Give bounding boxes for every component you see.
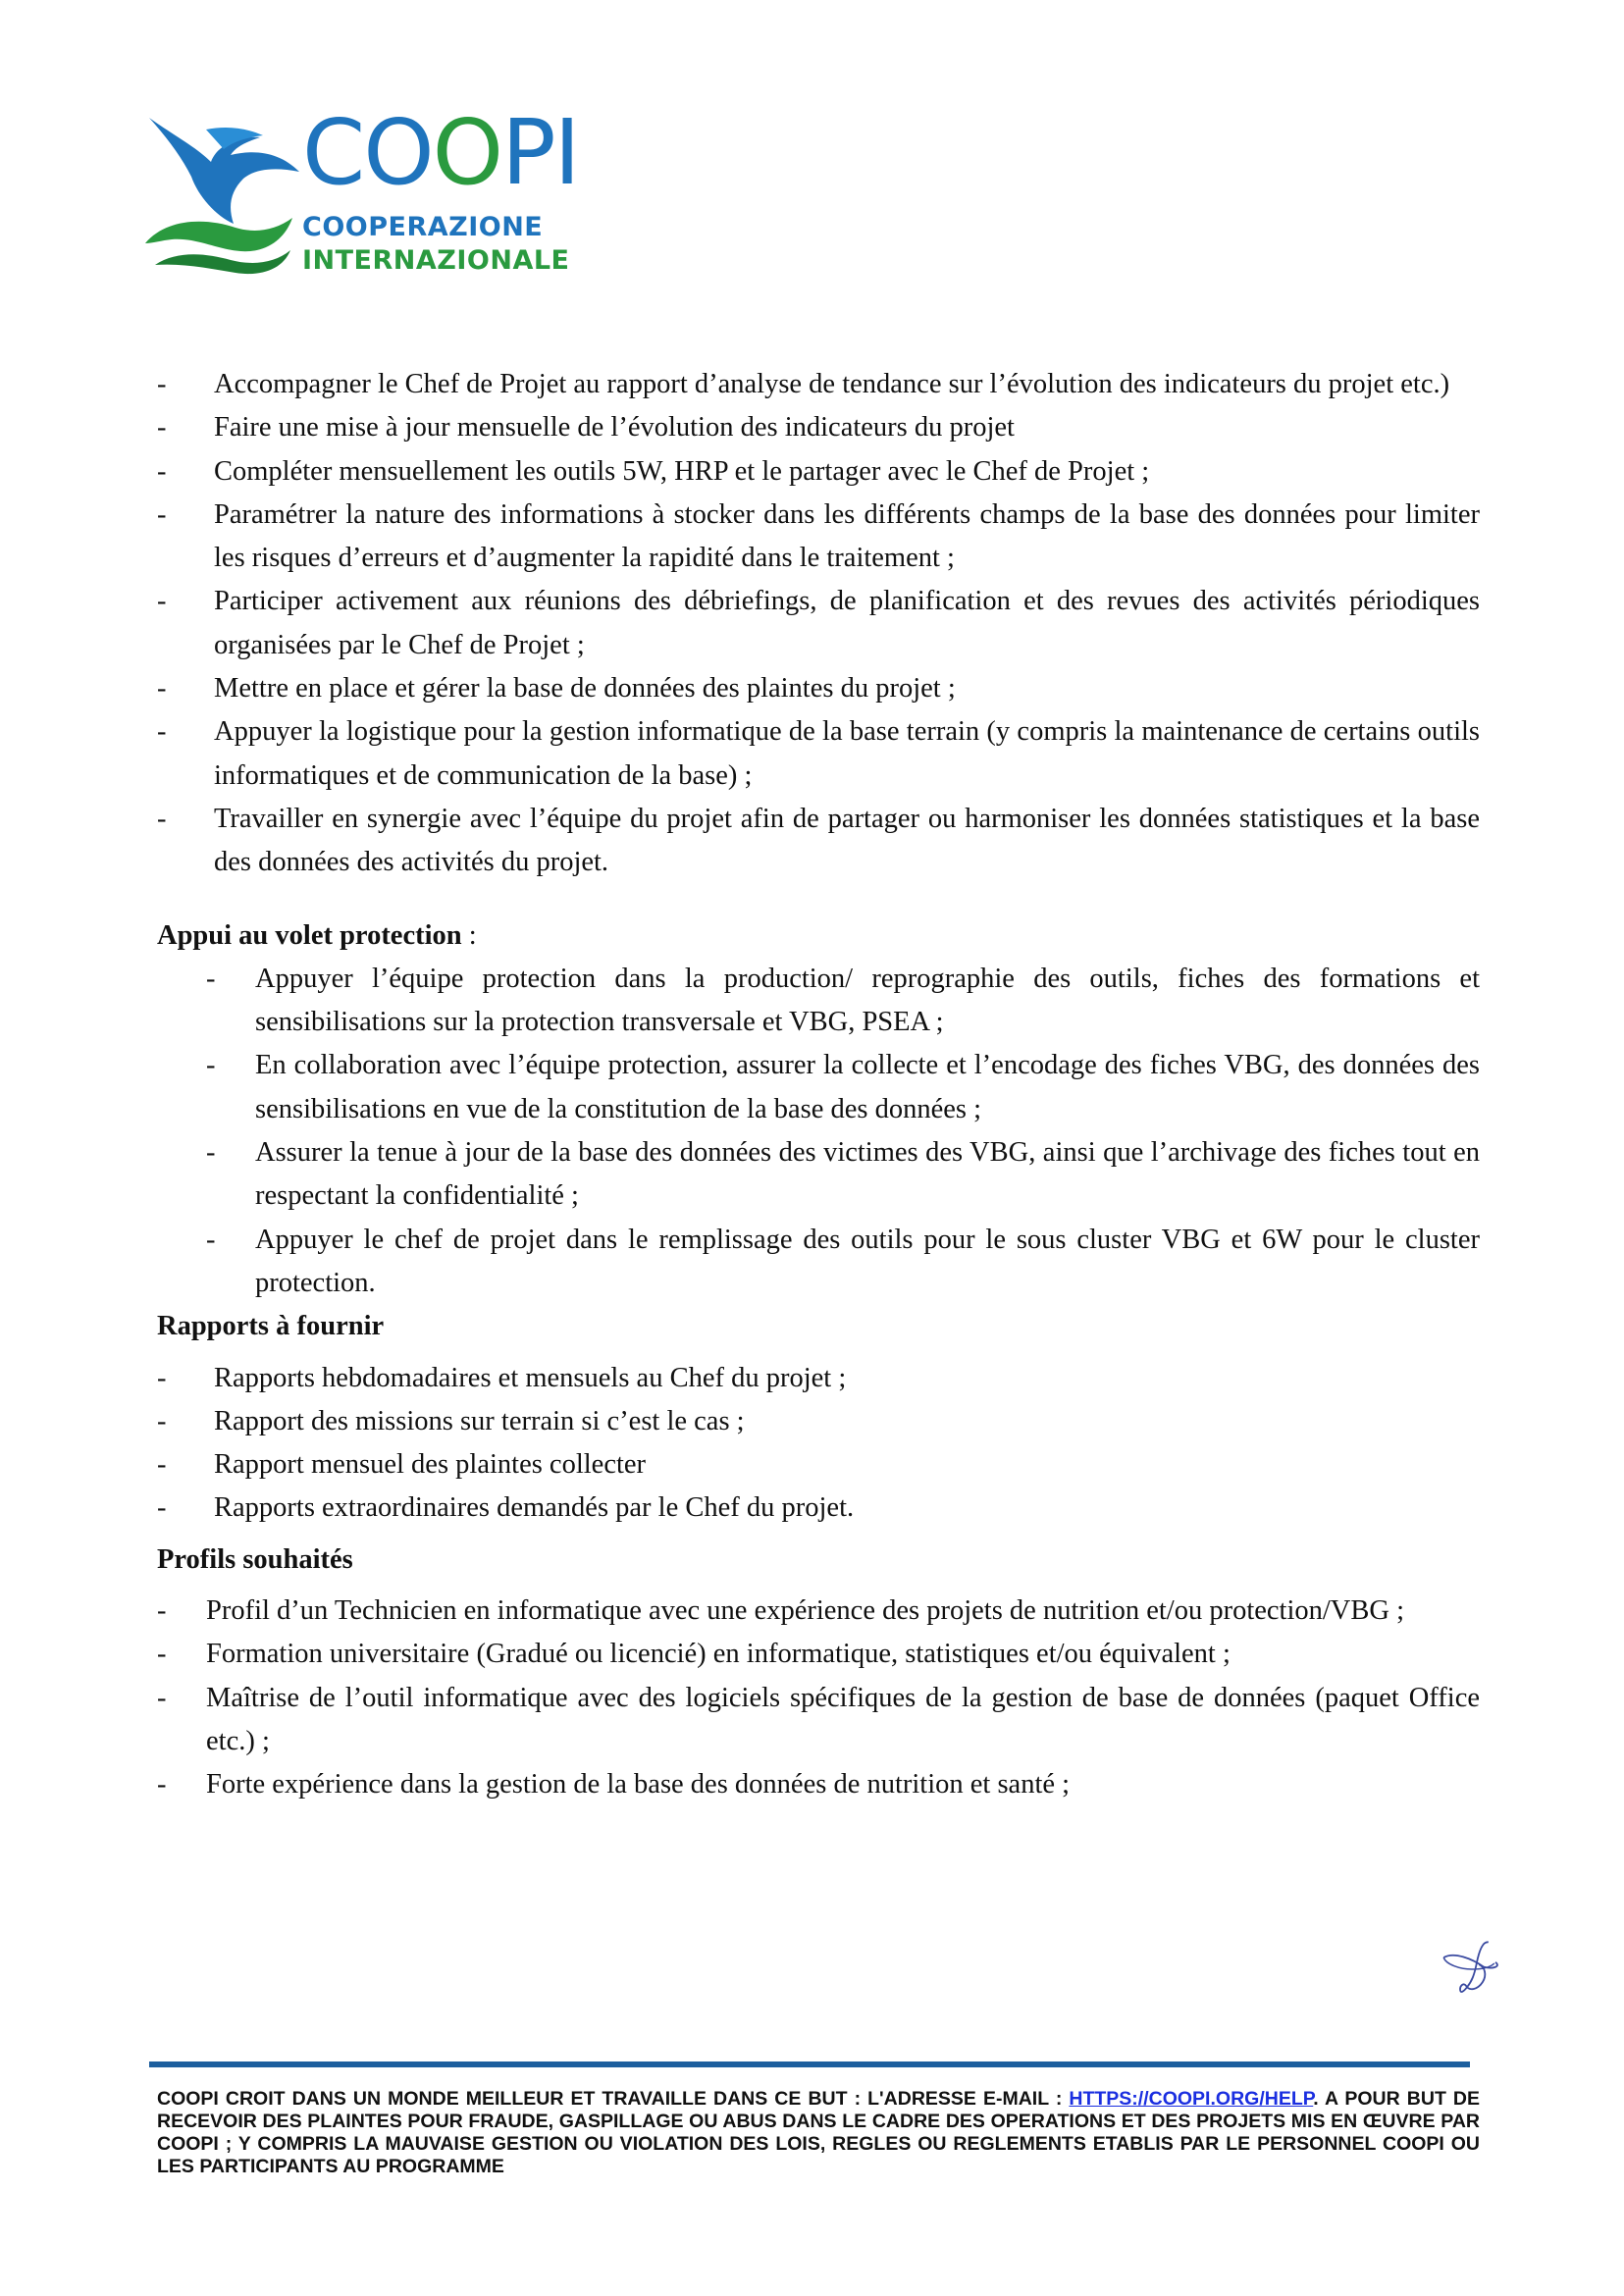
list-item-text: Appuyer le chef de projet dans le remplissage des outils pour le sous cluster VBG et 6W pour le cluster protection.	[255, 1224, 1480, 1298]
bullet-dash: -	[157, 1639, 167, 1670]
section-heading-text: Appui au volet protection	[157, 919, 462, 951]
spacer	[157, 1531, 1480, 1539]
bullet-dash: -	[157, 803, 167, 834]
list-item-text: Faire une mise à jour mensuelle de l’évolution des indicateurs du projet	[214, 412, 1015, 444]
logo-wordmark-green-o: O	[432, 100, 502, 205]
coopi-logo	[137, 100, 579, 280]
bullet-dash: -	[157, 498, 167, 530]
list-item	[157, 1487, 1480, 1530]
list-item	[157, 1400, 1480, 1443]
list-item-text: Accompagner le Chef de Projet au rapport d’analyse de tendance sur l’évolution des indicateurs du projet etc.)	[214, 369, 1450, 399]
list-item-text: Paramétrer la nature des informations à stocker dans les différents champs de la base des données pour limiter les risques d’erreurs et d’augmenter la rapidité dans le traitement ;	[214, 498, 1480, 574]
bullet-dash: -	[157, 1682, 167, 1713]
section-reports	[157, 1305, 1480, 1530]
spacer	[157, 885, 1480, 914]
list-item	[157, 1357, 1480, 1400]
intro-list	[157, 363, 1480, 885]
logo-wordmark	[302, 100, 579, 205]
footer-text-end: . A POUR BUT DE RECEVOIR DES PLAINTES POUR FRAUDE, GASPILLAGE OU ABUS DANS LE CADRE DES OPERATIONS ET DES PROJETS MIS EN ŒUVRE PAR COOPI ; Y COMPRIS LA MAUVAISE GESTION OU VIOLATION DES LOIS, REGLES OU REGLEMENTS ETABLIS PAR LE PERSONNEL COOPI OU LES PARTICIPANTS AU PROGRAMME	[157, 2088, 1480, 2177]
bullet-dash: -	[206, 1224, 216, 1255]
bullet-dash: -	[157, 455, 167, 487]
logo-wordmark-prefix: CO	[302, 100, 433, 205]
logo-tagline-internazionale: INTERNAZIONALE	[302, 245, 570, 276]
footer-notice	[157, 2088, 1480, 2178]
list-item	[157, 450, 1480, 494]
bullet-dash: -	[157, 1449, 167, 1481]
list-item	[157, 1131, 1480, 1219]
list-item-text: Rapports hebdomadaires et mensuels au Chef du projet ;	[214, 1362, 847, 1393]
list-item-text: Rapport des missions sur terrain si c’est le cas ;	[214, 1405, 745, 1436]
bullet-dash: -	[206, 1050, 216, 1081]
list-item-text: Assurer la tenue à jour de la base des données des victimes des VBG, ainsi que l’archivage des fiches tout en respectant la confidentialité ;	[255, 1137, 1480, 1212]
list-item	[157, 1443, 1480, 1487]
list-item-text: Rapport mensuel des plaintes collecter	[214, 1449, 647, 1481]
list-item	[157, 958, 1480, 1045]
section-heading-colon: :	[461, 919, 477, 951]
list-item-text: Profil d’un Technicien en informatique avec une expérience des projets de nutrition et/ou protection/VBG ;	[206, 1595, 1405, 1627]
list-item	[157, 580, 1480, 667]
list-item-text: Appuyer l’équipe protection dans la production/ reprographie des outils, fiches des formations et sensibilisations sur la protection transversale et VBG, PSEA ;	[255, 963, 1480, 1038]
section-heading: Rapports à fournir	[157, 1311, 385, 1342]
document-body	[157, 363, 1480, 1807]
footer-text-start: COOPI CROIT DANS UN MONDE MEILLEUR ET TRAVAILLE DANS CE BUT : L'ADRESSE E-MAIL :	[157, 2088, 1070, 2110]
section-heading: Profils souhaités	[157, 1543, 353, 1575]
footer-divider	[149, 2061, 1470, 2067]
list-item	[157, 667, 1480, 710]
section-protection	[157, 914, 1480, 1306]
bullet-dash: -	[157, 673, 167, 704]
list-item-text: Travailler en synergie avec l’équipe du projet afin de partager ou harmoniser les données statistiques et la base des données des activités du projet.	[214, 803, 1480, 878]
bullet-dash: -	[157, 412, 167, 444]
list-item-text: Compléter mensuellement les outils 5W, HRP et le partager avec le Chef de Projet ;	[214, 455, 1150, 487]
bullet-dash: -	[157, 1405, 167, 1436]
bullet-dash: -	[157, 1492, 167, 1524]
list-item	[157, 710, 1480, 798]
bullet-dash: -	[157, 1769, 167, 1800]
bullet-dash: -	[157, 1362, 167, 1393]
section-profiles	[157, 1539, 1480, 1807]
list-item-text: Mettre en place et gérer la base de données des plaintes du projet ;	[214, 673, 956, 704]
list-item	[157, 1219, 1480, 1306]
list-item	[157, 1044, 1480, 1131]
list-item-text: En collaboration avec l’équipe protection, assurer la collecte et l’encodage des fiches VBG, des données des sensibilisations en vue de la constitution de la base des données ;	[255, 1050, 1480, 1124]
list-item	[157, 1633, 1480, 1676]
list-item	[157, 798, 1480, 885]
logo-wordmark-suffix: PI	[501, 100, 579, 205]
list-item-text: Rapports extraordinaires demandés par le Chef du projet.	[214, 1492, 855, 1524]
list-item-text: Maîtrise de l’outil informatique avec des logiciels spécifiques de la gestion de base de données (paquet Office etc.) ;	[206, 1682, 1480, 1756]
list-item	[157, 406, 1480, 449]
bullet-dash: -	[206, 963, 216, 994]
list-item	[157, 1590, 1480, 1633]
list-item	[157, 494, 1480, 581]
list-item-text: Forte expérience dans la gestion de la base des données de nutrition et santé ;	[206, 1769, 1071, 1800]
bullet-dash: -	[206, 1137, 216, 1169]
list-item	[157, 1763, 1480, 1806]
bullet-dash: -	[157, 716, 167, 748]
list-item-text: Formation universitaire (Gradué ou licencié) en informatique, statistiques et/ou équivalent ;	[206, 1639, 1231, 1670]
bullet-dash: -	[157, 1595, 167, 1627]
list-item	[157, 1677, 1480, 1764]
bullet-dash: -	[157, 369, 167, 399]
bullet-dash: -	[157, 586, 167, 617]
list-item-text: Appuyer la logistique pour la gestion informatique de la base terrain (y compris la maintenance de certains outils informatiques et de communication de la base) ;	[214, 716, 1480, 791]
section-heading	[157, 914, 1480, 958]
help-link[interactable]: HTTPS://COOPI.ORG/HELP	[1069, 2088, 1314, 2110]
list-item-text: Participer activement aux réunions des débriefings, de planification et des revues des activités périodiques organisées par le Chef de Projet ;	[214, 586, 1480, 660]
bird-wave-logo-icon	[137, 108, 304, 280]
list-item	[157, 363, 1480, 406]
logo-tagline-cooperazione: COOPERAZIONE	[302, 212, 544, 242]
signature-icon	[1413, 1918, 1531, 2026]
